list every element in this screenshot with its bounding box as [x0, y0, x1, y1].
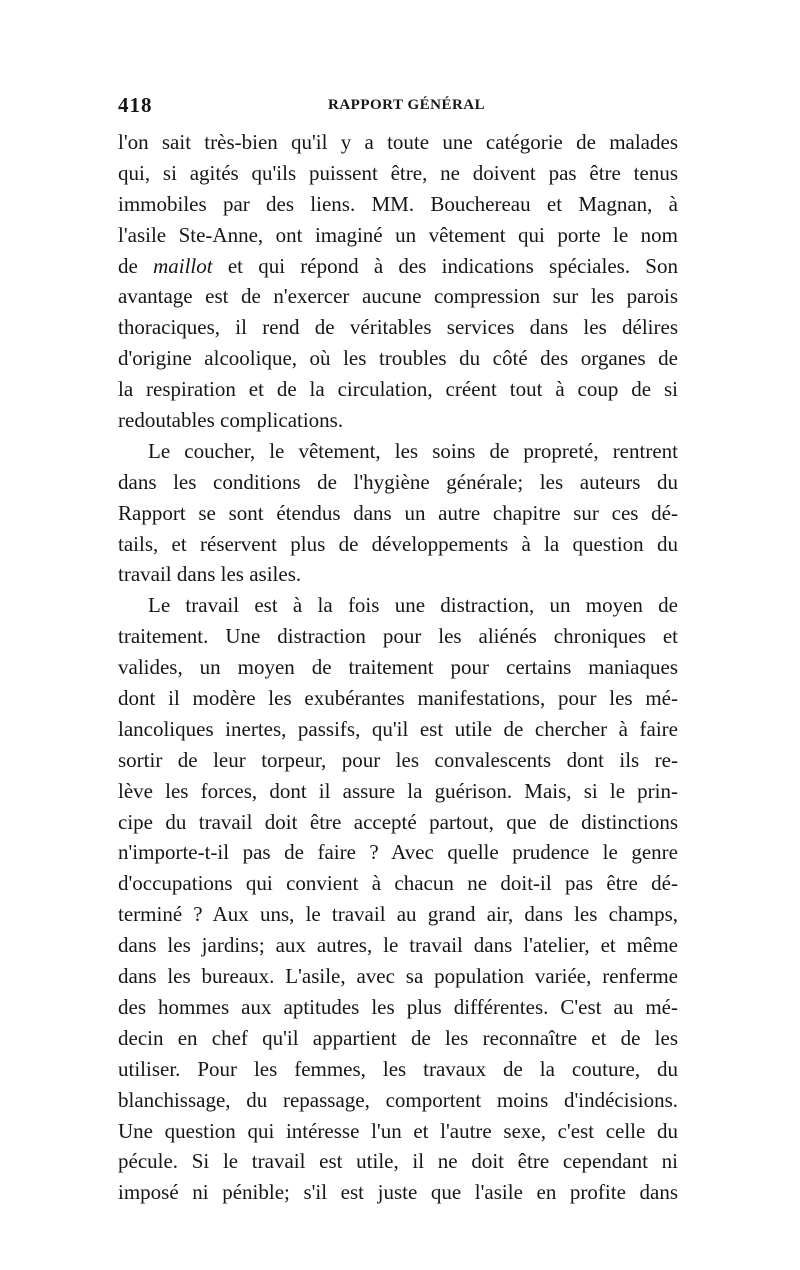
- text-line: l'asile Ste-Anne, ont imaginé un vêtement qui porte le nom: [118, 222, 678, 247]
- page-header: [118, 93, 678, 121]
- page-number: 418: [118, 93, 153, 117]
- text-line: dont il modère les exubérantes manifestations, pour les mé-: [118, 686, 678, 711]
- paragraph-end-line: travail dans les asiles.: [118, 562, 302, 587]
- text-line: decin en chef qu'il appartient de les reconnaître et de les: [118, 1025, 678, 1050]
- text-line: n'importe-t-il pas de faire ? Avec quelle prudence le genre: [118, 840, 678, 865]
- text-line: l'on sait très-bien qu'il y a toute une catégorie de malades: [118, 130, 678, 154]
- body-text: [118, 127, 678, 1208]
- text-line: qui, si agités qu'ils puissent être, ne doivent pas être tenus: [118, 160, 678, 185]
- paragraph-start-line: Le coucher, le vêtement, les soins de propreté, rentrent: [148, 438, 678, 463]
- text-line: lève les forces, dont il assure la guérison. Mais, si le prin-: [118, 778, 678, 803]
- text-line: dans les bureaux. L'asile, avec sa population variée, renferme: [118, 964, 678, 989]
- text-line: dans les conditions de l'hygiène générale; les auteurs du: [118, 469, 678, 494]
- text-fragment: et qui répond à des indications spéciales. Son: [212, 253, 678, 278]
- text-line: imposé ni pénible; s'il est juste que l'asile en profite dans: [118, 1180, 678, 1205]
- text-line: blanchissage, du repassage, comportent moins d'indécisions.: [118, 1087, 678, 1112]
- running-title: RAPPORT GÉNÉRAL: [328, 97, 486, 113]
- text-line: thoraciques, il rend de véritables services dans les délires: [118, 315, 678, 340]
- text-line: terminé ? Aux uns, le travail au grand air, dans les champs,: [118, 902, 678, 927]
- text-line: avantage est de n'exercer aucune compression sur les parois: [118, 284, 678, 309]
- italic-term: maillot: [153, 253, 213, 278]
- paragraph-start-line: Le travail est à la fois une distraction, un moyen de: [148, 593, 678, 618]
- text-line: traitement. Une distraction pour les aliénés chroniques et: [118, 624, 678, 649]
- text-line: la respiration et de la circulation, créent tout à coup de si: [118, 377, 678, 402]
- text-line: sortir de leur torpeur, pour les convalescents dont ils re-: [118, 747, 678, 772]
- text-line: dans les jardins; aux autres, le travail dans l'atelier, et même: [118, 933, 678, 958]
- text-line: des hommes aux aptitudes les plus différentes. C'est au mé-: [118, 994, 678, 1019]
- text-line: pécule. Si le travail est utile, il ne doit être cependant ni: [118, 1149, 678, 1174]
- paragraph-end-line: redoutables complications.: [118, 408, 344, 433]
- text-line: valides, un moyen de traitement pour certains maniaques: [118, 655, 678, 680]
- text-line: utiliser. Pour les femmes, les travaux de la couture, du: [118, 1056, 678, 1081]
- text-line: immobiles par des liens. MM. Bouchereau et Magnan, à: [118, 191, 678, 216]
- text-fragment: de: [118, 253, 154, 278]
- text-line: cipe du travail doit être accepté partout, que de distinctions: [118, 809, 678, 834]
- text-line: d'occupations qui convient à chacun ne doit-il pas être dé-: [118, 871, 678, 896]
- text-line: lancoliques inertes, passifs, qu'il est utile de chercher à faire: [118, 716, 678, 741]
- text-line: [118, 251, 678, 282]
- text-line: Une question qui intéresse l'un et l'autre sexe, c'est celle du: [118, 1118, 678, 1143]
- text-line: Rapport se sont étendus dans un autre chapitre sur ces dé-: [118, 500, 678, 525]
- text-line: d'origine alcoolique, où les troubles du côté des organes de: [118, 346, 678, 371]
- text-line: tails, et réservent plus de développements à la question du: [118, 531, 678, 556]
